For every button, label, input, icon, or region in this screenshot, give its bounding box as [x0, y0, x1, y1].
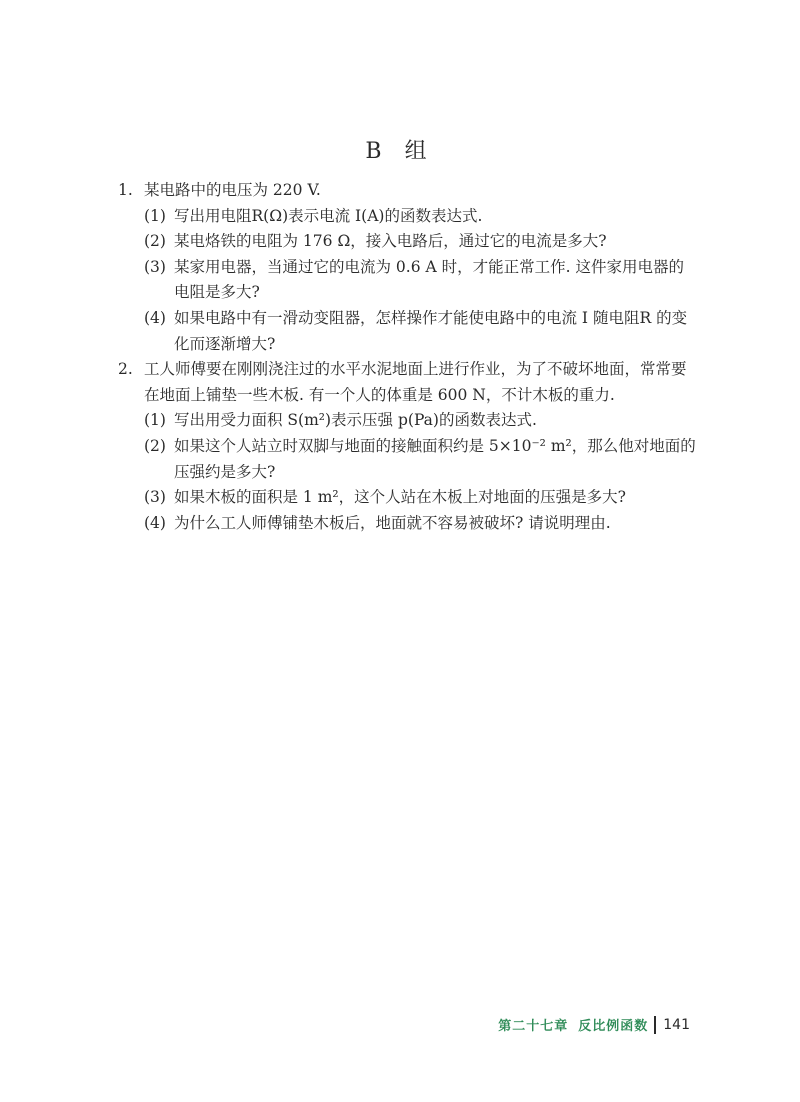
sub-question — [144, 229, 698, 255]
sub-question — [144, 485, 698, 511]
sub-question-text: 某家用电器，当通过它的电流为 0.6 A 时，才能正常工作. 这件家用电器的电阻是多大? — [174, 257, 684, 302]
section-title: B 组 — [365, 139, 435, 164]
sub-question-text: 为什么工人师傅铺垫木板后，地面就不容易被破坏? 请说明理由. — [174, 513, 611, 532]
sub-question-number: (2) — [144, 232, 166, 251]
problem-stem: 某电路中的电压为 220 V. — [144, 181, 321, 199]
sub-question-number: (4) — [144, 308, 166, 327]
problem-list — [118, 178, 698, 536]
sub-question-number: (2) — [144, 436, 166, 455]
sub-question-text: 写出用电阻R(Ω)表示电流 I(A)的函数表达式. — [174, 206, 483, 225]
sub-question — [144, 511, 698, 537]
problem-stem: 工人师傅要在刚刚浇注过的水平水泥地面上进行作业，为了不破坏地面，常常要在地面上铺垫一些木板. 有一个人的体重是 600 N，不计木板的重力. — [144, 360, 687, 404]
chapter-label: 第二十七章 — [498, 1019, 569, 1034]
sub-question — [144, 204, 698, 230]
problem-1 — [118, 178, 698, 357]
chapter-title: 反比例函数 — [578, 1019, 649, 1034]
sub-question-number: (4) — [144, 513, 166, 532]
sub-question-text: 如果这个人站立时双脚与地面的接触面积约是 5×10⁻² m²，那么他对地面的压强约是多大? — [174, 436, 696, 481]
sub-question-text: 某电烙铁的电阻为 176 Ω，接入电路后，通过它的电流是多大? — [174, 232, 607, 251]
sub-question-number: (1) — [144, 411, 166, 430]
sub-question — [144, 434, 698, 485]
sub-question — [144, 306, 698, 357]
sub-question-number: (3) — [144, 257, 166, 276]
page-footer — [498, 1015, 690, 1034]
page-number: 141 — [663, 1016, 690, 1033]
sub-question-text: 如果木板的面积是 1 m²，这个人站在木板上对地面的压强是多大? — [174, 488, 626, 507]
problem-number: 1. — [118, 181, 133, 199]
problem-2 — [118, 357, 698, 536]
sub-question — [144, 408, 698, 434]
sub-question — [144, 255, 698, 306]
problem-number: 2. — [118, 360, 133, 379]
sub-question-text: 写出用受力面积 S(m²)表示压强 p(Pa)的函数表达式. — [174, 411, 537, 430]
sub-question-number: (1) — [144, 206, 166, 225]
footer-divider — [654, 1016, 656, 1034]
sub-question-text: 如果电路中有一滑动变阻器，怎样操作才能使电路中的电流 I 随电阻R 的变化而逐渐增大? — [174, 308, 688, 353]
sub-question-number: (3) — [144, 488, 166, 507]
